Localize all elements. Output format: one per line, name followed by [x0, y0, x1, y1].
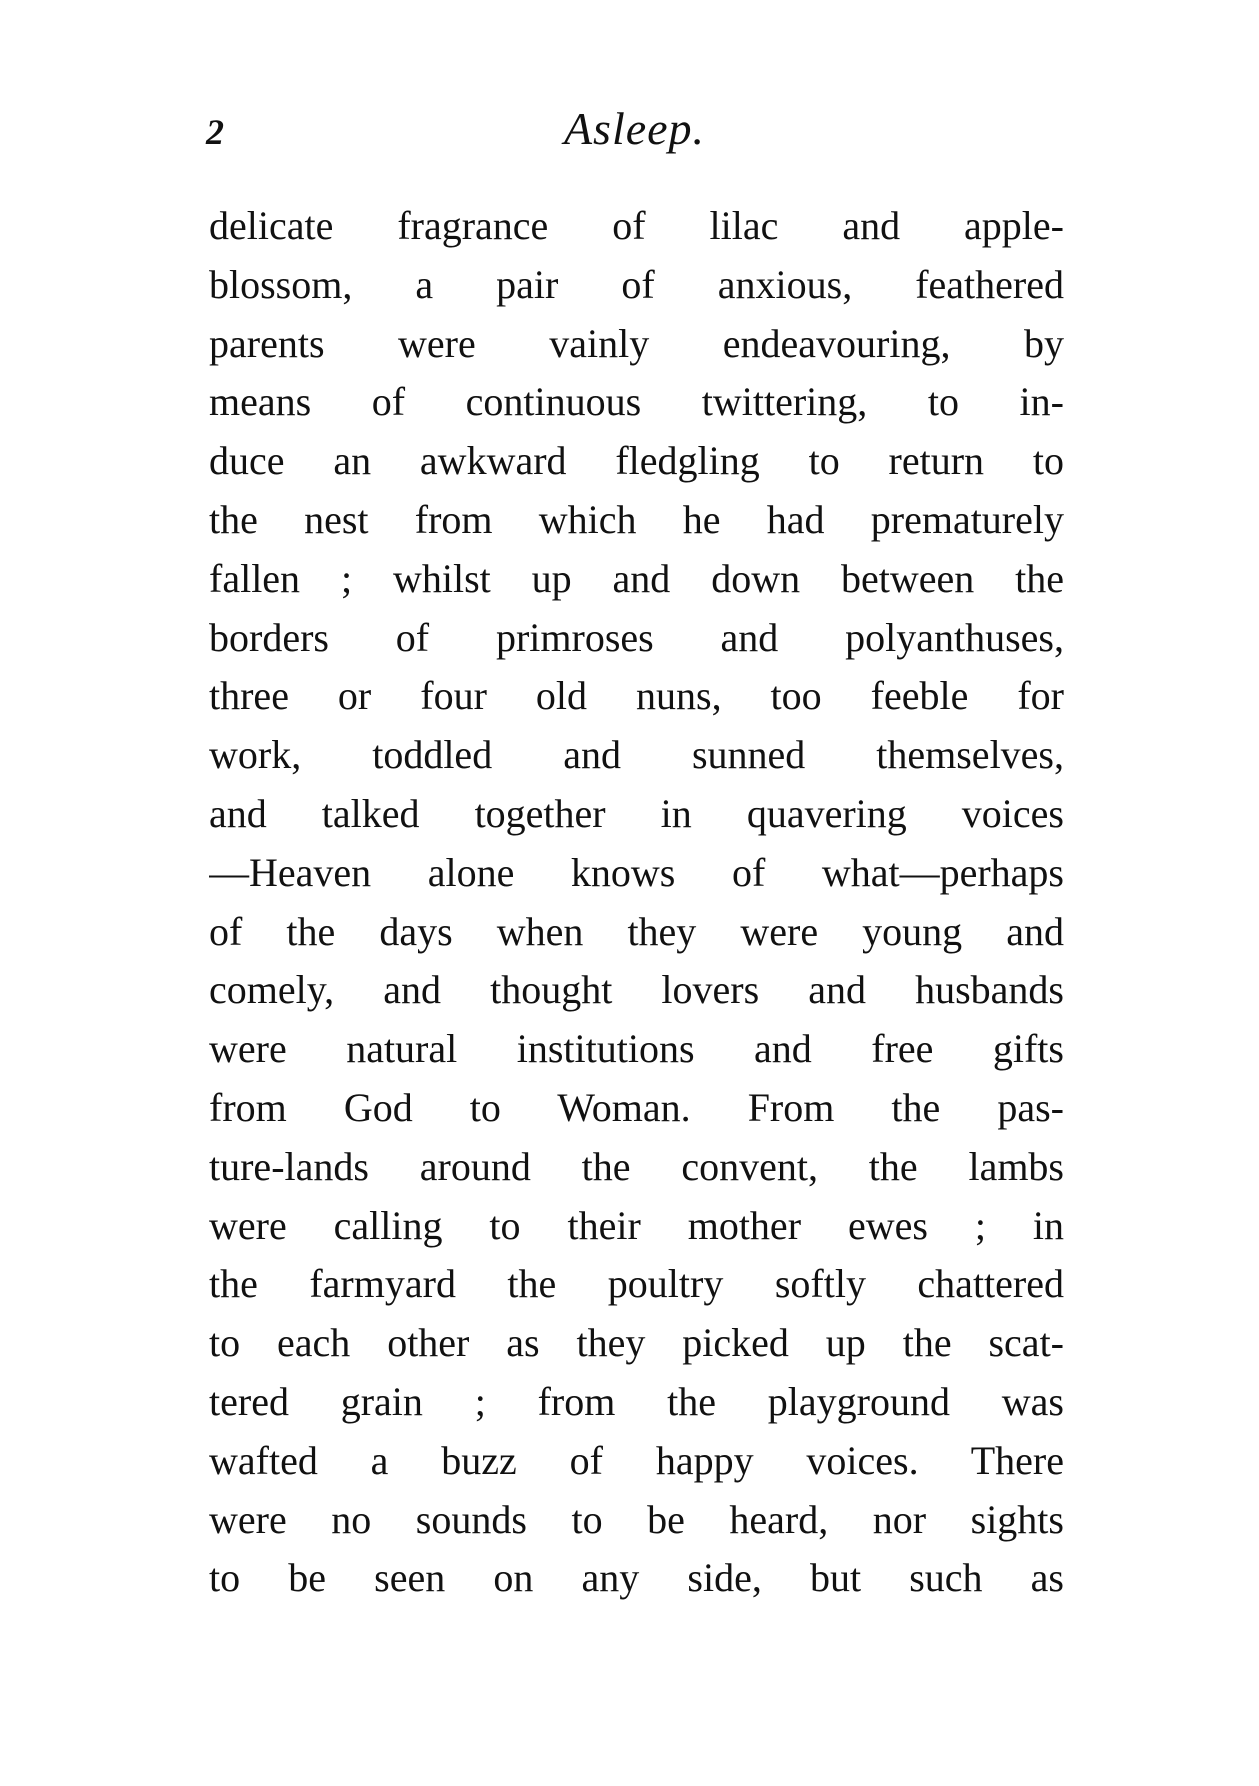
- text-line: comely, and thought lovers and husbands: [209, 967, 1064, 1013]
- text-line: delicate fragrance of lilac and apple-: [209, 203, 1064, 248]
- text-line: the farmyard the poultry softly chattered: [209, 1261, 1064, 1307]
- text-line: were natural institutions and free gifts: [209, 1026, 1064, 1072]
- text-line: work, toddled and sunned themselves,: [209, 732, 1064, 778]
- text-line: ture-lands around the convent, the lambs: [209, 1143, 1064, 1189]
- page-header: [206, 104, 1063, 164]
- text-line: —Heaven alone knows of what—perhaps: [209, 849, 1064, 895]
- text-line: of the days when they were young and: [209, 908, 1064, 954]
- text-line: fallen ; whilst up and down between the: [209, 555, 1064, 601]
- text-line: and talked together in quavering voices: [209, 790, 1064, 836]
- text-line: wafted a buzz of happy voices. There: [209, 1437, 1064, 1483]
- text-line: blossom, a pair of anxious, feathered: [209, 261, 1064, 307]
- body-text: [209, 197, 1064, 1608]
- text-line: were no sounds to be heard, nor sights: [209, 1496, 1064, 1542]
- text-line: from God to Woman. From the pas-: [209, 1084, 1064, 1130]
- text-line: the nest from which he had prematurely: [209, 496, 1064, 542]
- text-line: were calling to their mother ewes ; in: [209, 1202, 1064, 1248]
- text-line: tered grain ; from the playground was: [209, 1378, 1064, 1424]
- text-line: to each other as they picked up the scat-: [209, 1320, 1064, 1366]
- page-number: 2: [206, 112, 224, 152]
- running-title: Asleep.: [563, 103, 706, 154]
- text-line: parents were vainly endeavouring, by: [209, 320, 1064, 366]
- text-line: duce an awkward fledgling to return to: [209, 438, 1064, 484]
- text-line: means of continuous twittering, to in-: [209, 379, 1064, 425]
- text-line: three or four old nuns, too feeble for: [209, 673, 1064, 719]
- text-line: to be seen on any side, but such as: [209, 1555, 1064, 1601]
- text-line: borders of primroses and polyanthuses,: [209, 614, 1064, 660]
